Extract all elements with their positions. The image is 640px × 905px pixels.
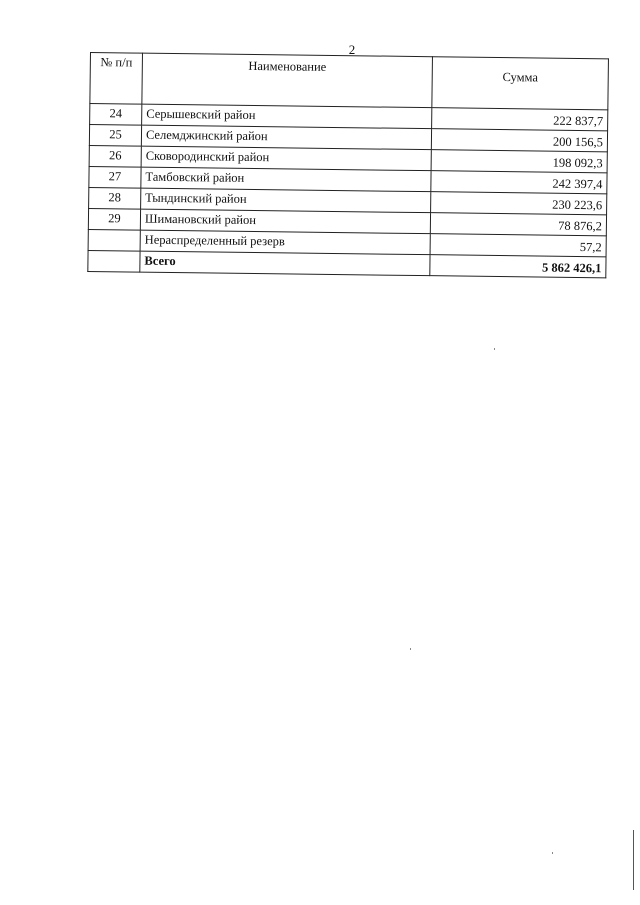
row-sum: 242 397,4	[431, 171, 607, 194]
row-number: 28	[89, 187, 141, 209]
header-number: № п/п	[90, 53, 143, 105]
scan-speck	[494, 348, 495, 350]
budget-table	[87, 52, 608, 278]
total-label: Всего	[140, 251, 430, 276]
row-name: Серышевский район	[142, 104, 432, 129]
row-sum: 57,2	[430, 234, 606, 257]
distribution-table	[87, 52, 609, 278]
table-header-row	[90, 53, 609, 110]
row-name: Тындинский район	[141, 188, 431, 213]
row-sum: 230 223,6	[431, 192, 607, 215]
page-number: 2	[348, 42, 356, 57]
row-name: Шимановский район	[140, 209, 430, 234]
row-number: 24	[90, 104, 142, 126]
row-number: 25	[89, 125, 141, 147]
scan-speck	[552, 852, 553, 854]
scan-edge-mark	[633, 830, 634, 890]
row-sum: 200 156,5	[431, 129, 607, 152]
row-number: 26	[89, 145, 141, 167]
row-number: 29	[88, 208, 140, 230]
row-sum: 222 837,7	[432, 108, 608, 131]
header-name: Наименование	[142, 53, 433, 108]
header-sum: Сумма	[432, 57, 609, 110]
row-sum: 198 092,3	[431, 150, 607, 173]
row-name: Сковородинский район	[141, 146, 431, 171]
row-sum: 78 876,2	[430, 213, 606, 236]
row-number: 27	[89, 166, 141, 188]
scan-speck	[410, 648, 411, 650]
total-sum: 5 862 426,1	[430, 255, 606, 278]
row-name: Нераспределенный резерв	[140, 230, 430, 255]
row-name: Селемджинский район	[141, 125, 431, 150]
total-number	[88, 250, 140, 272]
row-name: Тамбовский район	[141, 167, 431, 192]
row-number	[88, 229, 140, 251]
